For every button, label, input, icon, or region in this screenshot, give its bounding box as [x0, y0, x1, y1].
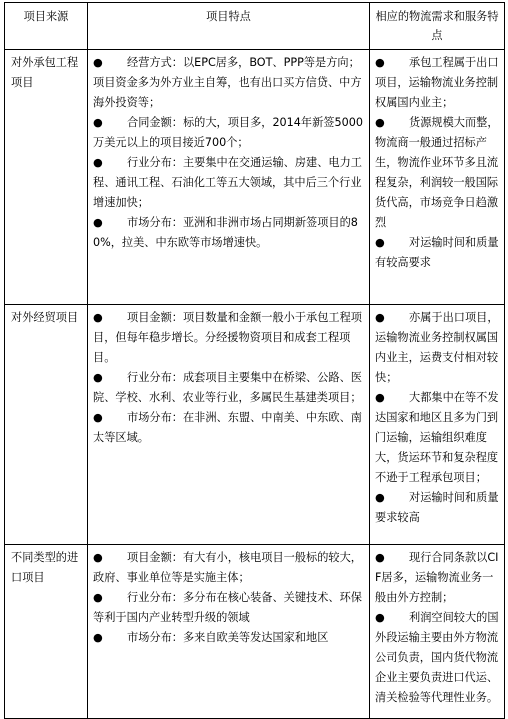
- bullet-icon: ●: [93, 371, 103, 384]
- features-cell: [88, 50, 370, 305]
- bullet-icon: ●: [375, 391, 385, 404]
- logistics-item: ● 对运输时间和质量要求较高: [375, 488, 499, 528]
- bullet-icon: ●: [93, 56, 103, 69]
- bullet-icon: ●: [375, 311, 385, 324]
- bullet-icon: ●: [93, 156, 103, 169]
- logistics-cell: [370, 305, 505, 545]
- feature-item: ● 市场分布：在非洲、东盟、中南美、中东欧、南太等区域。: [93, 408, 364, 448]
- logistics-item: ● 承包工程属于出口项目，运输物流业务控制权属国内业主；: [375, 53, 499, 113]
- logistics-item: ● 对运输时间和质量有较高要求: [375, 233, 499, 273]
- bullet-icon: ●: [375, 491, 385, 504]
- feature-item: ● 项目金额：有大有小，核电项目一般标的较大，政府、事业单位等是实施主体；: [93, 548, 364, 588]
- logistics-item: ● 利润空间较大的国外段运输主要由外方物流公司负责，国内货代物流企业主要负责进口代运、清关检验等代理性业务。: [375, 608, 499, 708]
- bullet-icon: ●: [93, 216, 103, 229]
- feature-item: ● 项目金额：项目数量和金额一般小于承包工程项目，但每年稳步增长。分经援物资项目和成套工程项目。: [93, 308, 364, 368]
- bullet-icon: ●: [93, 116, 103, 129]
- logistics-item: ● 货源规模大而整，物流商一般通过招标产生，物流作业环节多且流程复杂，利润较一般国际货代高，市场竞争日趋激烈: [375, 113, 499, 233]
- table-row: [5, 545, 505, 719]
- header-source: 项目来源: [5, 3, 88, 50]
- feature-item: ● 市场分布：多来自欧美等发达国家和地区: [93, 628, 364, 648]
- bullet-icon: ●: [375, 236, 385, 249]
- bullet-icon: ●: [375, 116, 385, 129]
- features-cell: [88, 545, 370, 719]
- feature-item: ● 市场分布：亚洲和非洲市场占同期新签项目的80%，拉美、中东欧等市场增速快。: [93, 213, 364, 253]
- bullet-icon: ●: [93, 311, 103, 324]
- bullet-icon: ●: [93, 411, 103, 424]
- bullet-icon: ●: [93, 631, 103, 644]
- logistics-item: ● 现行合同条款以CIF居多，运输物流业务一般由外方控制；: [375, 548, 499, 608]
- bullet-icon: ●: [375, 56, 385, 69]
- logistics-cell: [370, 50, 505, 305]
- project-source-cell: 对外经贸项目: [5, 305, 88, 545]
- project-source-cell: 不同类型的进口项目: [5, 545, 88, 719]
- bullet-icon: ●: [93, 591, 103, 604]
- project-source-cell: 对外承包工程项目: [5, 50, 88, 305]
- logistics-cell: [370, 545, 505, 719]
- feature-item: ● 行业分布：成套项目主要集中在桥梁、公路、医院、学校、水利、农业等行业，多属民生基建类项目；: [93, 368, 364, 408]
- table-header-row: [5, 3, 505, 50]
- header-logistics: 相应的物流需求和服务特点: [370, 3, 505, 50]
- features-cell: [88, 305, 370, 545]
- bullet-icon: ●: [93, 551, 103, 564]
- logistics-item: ● 亦属于出口项目，运输物流业务控制权属国内业主，运费支付相对较快；: [375, 308, 499, 388]
- table-row: [5, 50, 505, 305]
- logistics-item: ● 大都集中在等不发达国家和地区且多为门到门运输，运输组织难度大，货运环节和复杂程度不逊于工程承包项目；: [375, 388, 499, 488]
- feature-item: ● 行业分布：主要集中在交通运输、房建、电力工程、通讯工程、石油化工等五大领域，其中后三个行业增速加快；: [93, 153, 364, 213]
- table-row: [5, 305, 505, 545]
- feature-item: ● 合同金额：标的大，项目多，2014年新签5000万美元以上的项目接近700个；: [93, 113, 364, 153]
- logistics-table: [4, 2, 505, 719]
- bullet-icon: ●: [375, 611, 385, 624]
- feature-item: ● 经营方式：以EPC居多，BOT、PPP等是方向；项目资金多为外方业主自筹，也有出口买方信贷、中方海外投资等；: [93, 53, 364, 113]
- bullet-icon: ●: [375, 551, 385, 564]
- header-features: 项目特点: [88, 3, 370, 50]
- feature-item: ● 行业分布：多分布在核心装备、关键技术、环保等利于国内产业转型升级的领域: [93, 588, 364, 628]
